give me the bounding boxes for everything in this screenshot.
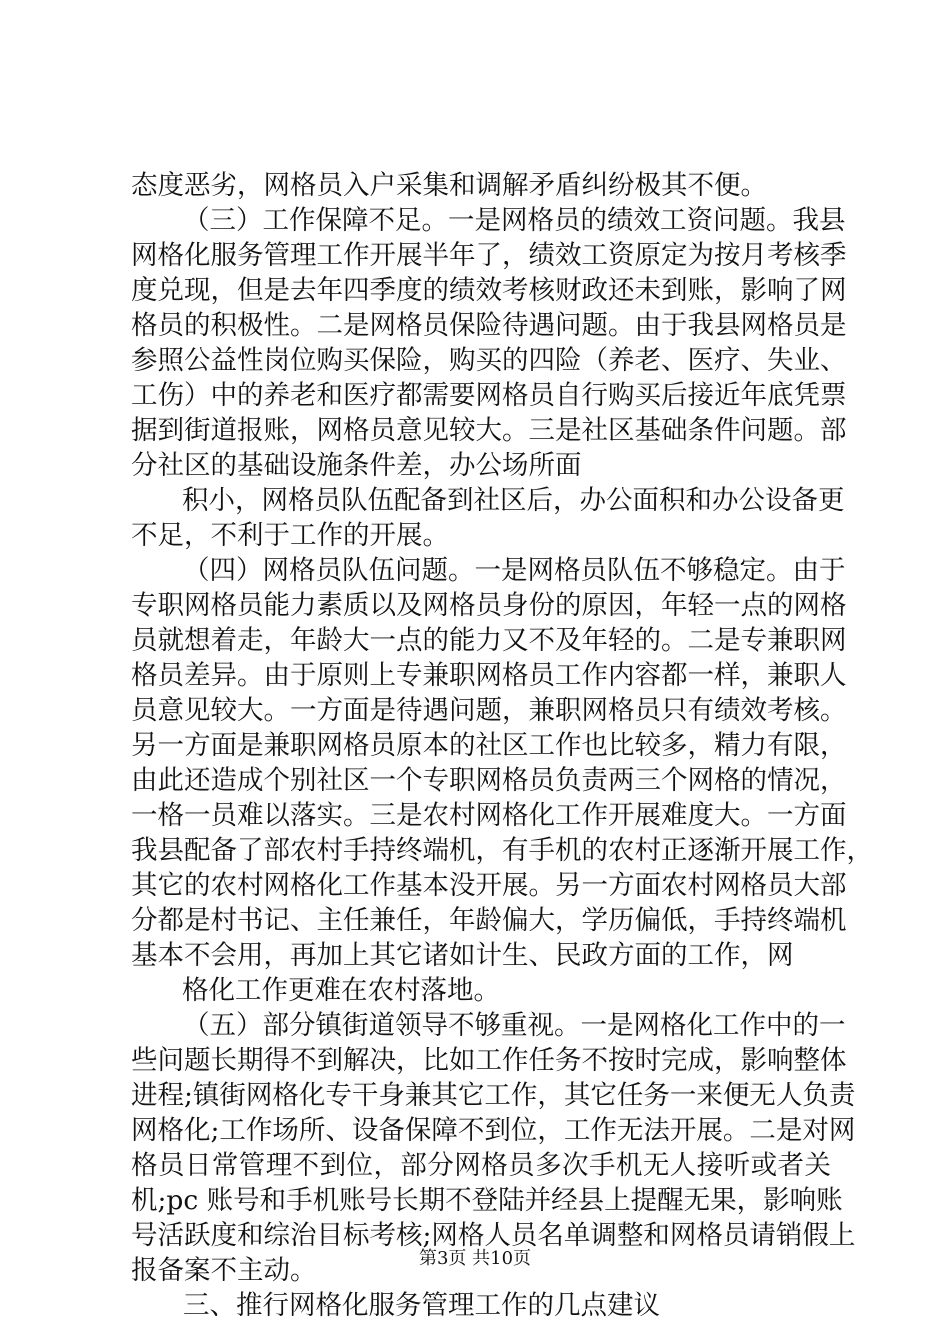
text-line: 员就想着走，年龄大一点的能力又不及年轻的。二是专兼职网 <box>131 625 847 656</box>
paragraph-heading-line: （四）网格员队伍问题。一是网格员队伍不够稳定。由于 <box>183 555 846 586</box>
text-line: 格员差异。由于原则上专兼职网格员工作内容都一样，兼职人 <box>131 660 847 691</box>
text-line: 度兑现，但是去年四季度的绩效考核财政还未到账，影响了网 <box>131 275 847 306</box>
paragraph-heading-line: （三）工作保障不足。一是网格员的绩效工资问题。我县 <box>183 205 846 236</box>
text-line: 态度恶劣，网格员入户采集和调解矛盾纠纷极其不便。 <box>131 170 767 201</box>
text-line: 分社区的基础设施条件差，办公场所面 <box>131 450 582 481</box>
text-line: 员意见较大。一方面是待遇问题，兼职网格员只有绩效考核。 <box>131 695 847 726</box>
text-line: 号活跃度和综治目标考核;网格人员名单调整和网格员请销假上 <box>131 1220 856 1251</box>
paragraph-heading-line: （五）部分镇街道领导不够重视。一是网格化工作中的一 <box>183 1010 846 1041</box>
text-line: 进程;镇街网格化专干身兼其它工作，其它任务一来便无人负责 <box>131 1080 856 1111</box>
text-line: 些问题长期得不到解决，比如工作任务不按时完成，影响整体 <box>131 1045 847 1076</box>
text-line: 基本不会用，再加上其它诸如计生、民政方面的工作，网 <box>131 940 794 971</box>
text-line: 据到街道报账，网格员意见较大。三是社区基础条件问题。部 <box>131 415 847 446</box>
section-heading: 三、推行网格化服务管理工作的几点建议 <box>183 1290 660 1321</box>
text-line: 网格化服务管理工作开展半年了，绩效工资原定为按月考核季 <box>131 240 847 271</box>
text-line: 专职网格员能力素质以及网格员身份的原因，年轻一点的网格 <box>131 590 847 621</box>
text-line: 积小，网格员队伍配备到社区后，办公面积和办公设备更 <box>182 485 845 516</box>
text-line: 网格化;工作场所、设备保障不到位，工作无法开展。二是对网 <box>131 1115 856 1146</box>
text-line: 一格一员难以落实。三是农村网格化工作开展难度大。一方面 <box>131 800 847 831</box>
text-line: 参照公益性岗位购买保险，购买的四险（养老、医疗、失业、 <box>131 345 847 376</box>
text-line: 不足，不利于工作的开展。 <box>131 520 449 551</box>
text-line: 格员的积极性。二是网格员保险待遇问题。由于我县网格员是 <box>131 310 847 341</box>
text-line: 格员日常管理不到位，部分网格员多次手机无人接听或者关 <box>131 1150 831 1181</box>
text-line: 我县配备了部农村手持终端机，有手机的农村正逐渐开展工作， <box>131 835 873 866</box>
text-line: 格化工作更难在农村落地。 <box>182 975 500 1006</box>
text-line: 工伤）中的养老和医疗都需要网格员自行购买后接近年底凭票 <box>131 380 847 411</box>
text-line: 分都是村书记、主任兼任，年龄偏大，学历偏低，手持终端机 <box>131 905 847 936</box>
text-line: 另一方面是兼职网格员原本的社区工作也比较多，精力有限， <box>131 730 847 761</box>
text-line: 机;pc 账号和手机账号长期不登陆并经县上提醒无果，影响账 <box>131 1185 843 1216</box>
text-line: 其它的农村网格化工作基本没开展。另一方面农村网格员大部 <box>131 870 847 901</box>
text-line: 报备案不主动。 <box>131 1255 317 1286</box>
text-line: 由此还造成个别社区一个专职网格员负责两三个网格的情况， <box>131 765 847 796</box>
page-footer: 第3页 共10页 <box>418 1248 532 1269</box>
